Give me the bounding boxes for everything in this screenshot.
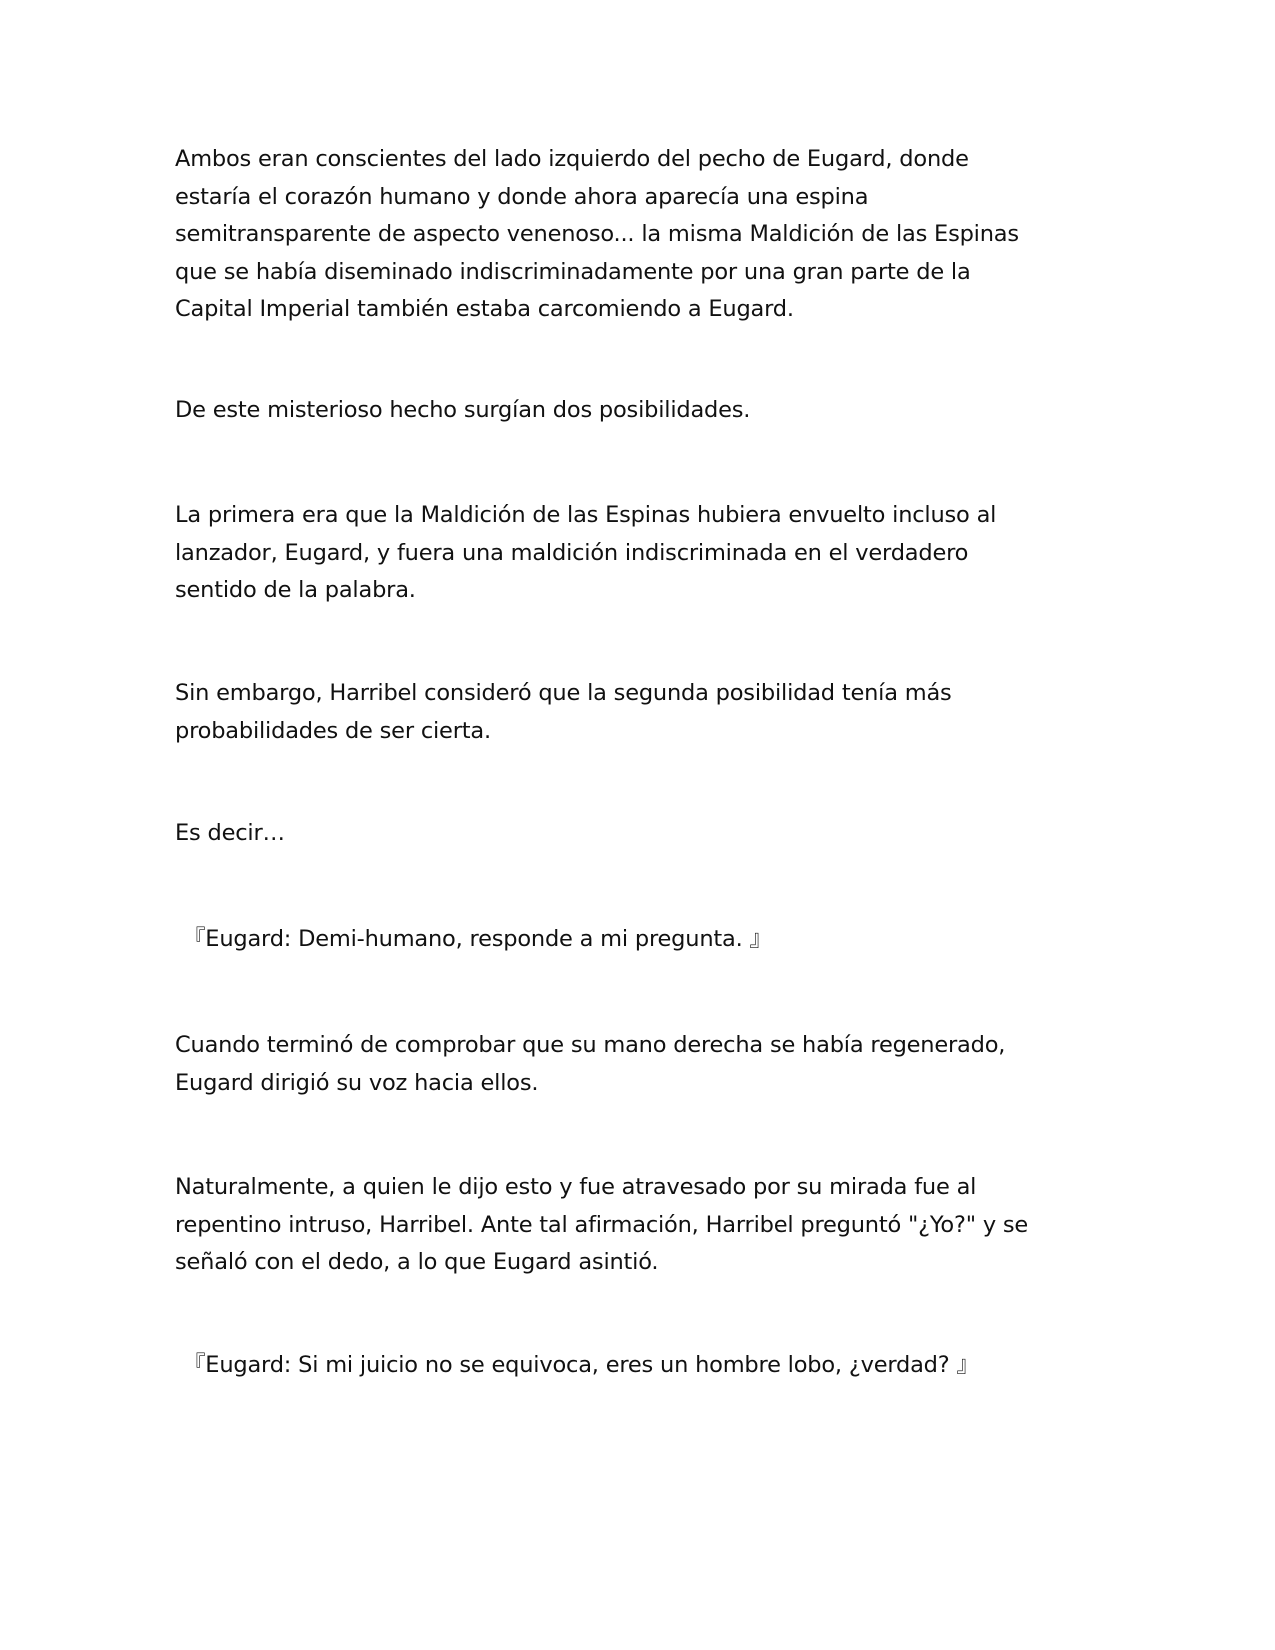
text-line: lanzador, Eugard, y fuera una maldición indiscriminada en el verdadero (175, 539, 969, 566)
text-line: Naturalmente, a quien le dijo esto y fue atravesado por su mirada fue al (175, 1174, 977, 1200)
text-line: De este misterioso hecho surgían dos posibilidades. (175, 397, 751, 423)
paragraph-regenerated-hand (175, 1027, 1105, 1102)
text-line: Capital Imperial también estaba carcomiendo a Eugard. (175, 296, 794, 322)
text-line: estaría el corazón humano y donde ahora aparecía una espina (175, 183, 869, 210)
dialogue-eugard-werewolf (183, 1347, 1113, 1385)
text-line: Es decir… (175, 820, 285, 846)
text-line: que se había diseminado indiscriminadamente por una gran parte de la (175, 258, 971, 285)
paragraph-second-possibility (175, 675, 1105, 750)
text-line: sentido de la palabra. (175, 577, 416, 603)
text-line: señaló con el dedo, a lo que Eugard asintió. (175, 1249, 659, 1275)
paragraph-two-possibilities (175, 392, 1105, 430)
text-line: Cuando terminó de comprobar que su mano derecha se había regenerado, (175, 1032, 1006, 1058)
text-line: repentino intruso, Harribel. Ante tal afirmación, Harribel preguntó "¿Yo?" y se (175, 1211, 1029, 1238)
text-line: Eugard dirigió su voz hacia ellos. (175, 1069, 539, 1096)
dialogue-line: 『Eugard: Si mi juicio no se equivoca, eres un hombre lobo, ¿verdad? 』 (183, 1352, 979, 1378)
text-line: La primera era que la Maldición de las Espinas hubiera envuelto incluso al (175, 502, 997, 528)
paragraph-es-decir (175, 815, 1105, 853)
text-line: probabilidades de ser cierta. (175, 717, 491, 744)
paragraph-harribel-intruder (175, 1169, 1105, 1282)
paragraph-thorn-curse (175, 141, 1105, 329)
dialogue-eugard-question (183, 921, 1113, 959)
text-line: Ambos eran conscientes del lado izquierdo del pecho de Eugard, donde (175, 146, 969, 172)
text-line: semitransparente de aspecto venenoso... la misma Maldición de las Espinas (175, 221, 1019, 247)
text-line: Sin embargo, Harribel consideró que la segunda posibilidad tenía más (175, 680, 952, 706)
dialogue-line: 『Eugard: Demi-humano, responde a mi pregunta. 』 (183, 926, 772, 952)
paragraph-first-possibility (175, 497, 1105, 610)
